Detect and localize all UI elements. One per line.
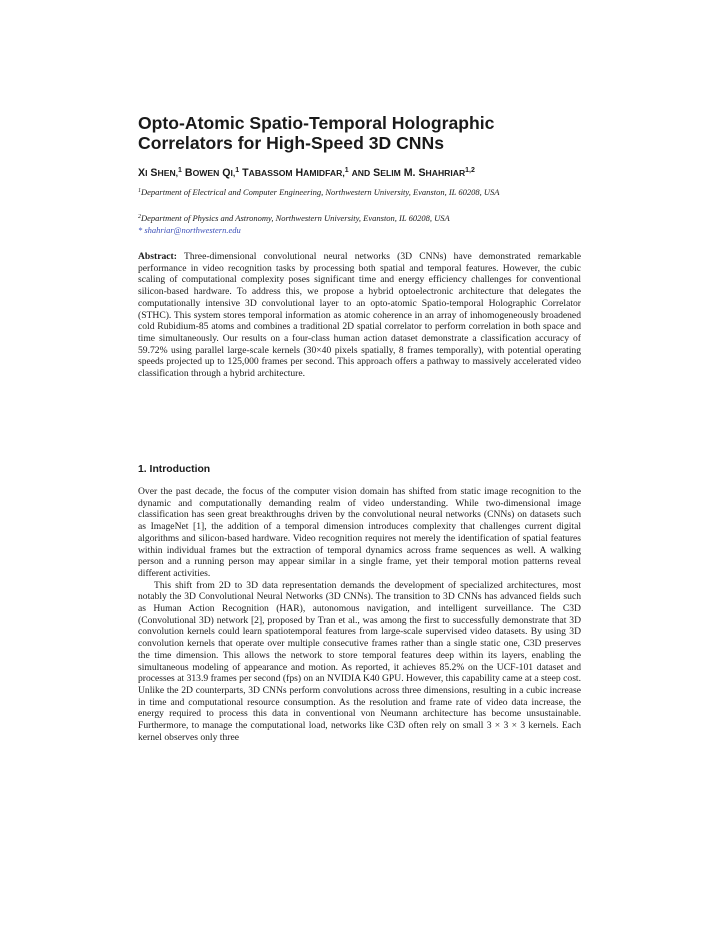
- introduction-body: [138, 486, 581, 743]
- abstract-label: Abstract:: [138, 251, 177, 262]
- abstract-text: Three-dimensional convolutional neural networks (3D CNNs) have demonstrated remarkable performance in video recognition tasks by processing both spatial and temporal features. However, the cubic scaling of computational complexity poses significant time and energy efficiency challenges for conventional silicon-based hardware. To address this, we propose a hybrid optoelectronic architecture that delegates the computationally intensive 3D convolutional layer to an opto-atomic Spatio-temporal Holographic Correlator (STHC). This system stores temporal information as atomic coherence in an array of inhomogeneously broadened cold Rubidium-85 atoms and combines a traditional 2D spatial correlator to perform correlation in both space and time simultaneously. Our results on a four-class human action dataset demonstrate a classification accuracy of 59.72% using parallel large-scale kernels (30×40 pixels spatially, 8 frames temporally), with potential operating speeds projected up to 125,000 frames per second. This approach offers a pathway to massively accelerated video classification through a hybrid architecture.: [138, 251, 581, 380]
- author: TABASSOM HAMIDFAR,$^1$: [242, 167, 349, 179]
- affiliation: $^1$Department of Electrical and Computer Engineering, Northwestern University, Evanston, IL 60208, USA: [138, 187, 500, 197]
- corresponding-email[interactable]: * shahriar@northwestern.edu: [138, 225, 241, 235]
- author-list: [138, 167, 588, 180]
- author: SELIM M. SHAHRIAR$^{1,2}$: [373, 167, 475, 179]
- author: BOWEN QI,$^1$: [184, 167, 240, 179]
- paper-title: Opto-Atomic Spatio-Temporal Holographic Correlators for High-Speed 3D CNNs: [138, 113, 495, 153]
- section-heading: 1. Introduction: [138, 464, 211, 475]
- body-paragraph: This shift from 2D to 3D data representation demands the development of specialized architectures, most notably the 3D Convolutional Neural Networks (3D CNNs). The transition to 3D CNNs has advanced fields such as Human Action Recognition (HAR), autonomous navigation, and intelligent surveillance. The C3D (Convolutional 3D) network [2], proposed by Tran et al., was among the first to successfully demonstrate that 3D convolution kernels could learn spatiotemporal features from large-scale supervised video datasets. By using 3D convolution kernels that operate over multiple consecutive frames rather than a single static one, C3D preserves the time dimension. This allows the network to store temporal features deep within its layers, enabling the simultaneous modeling of appearance and motion. As reported, it achieves 85.2% on the UCF-101 dataset and processes at 313.9 frames per second (fps) on an NVIDIA K40 GPU. However, this capability came at a steep cost. Unlike the 2D counterparts, 3D CNNs perform convolutions across three dimensions, resulting in a cubic increase in time and computational resource consumption. As the resolution and frame rate of video data increase, the energy required to process this data in conventional von Neumann architecture has become unsustainable. Furthermore, to manage the computational load, networks like C3D often rely on small 3 × 3 × 3 kernels. Each kernel observes only three: [138, 579, 581, 743]
- author: XI SHEN,$^1$: [138, 167, 182, 179]
- author-connector: AND: [351, 168, 371, 178]
- abstract: [138, 251, 581, 380]
- body-paragraph: Over the past decade, the focus of the computer vision domain has shifted from static image recognition to the dynamic and computationally demanding realm of video understanding. While two-dimensional image classification has seen great breakthroughs driven by the convolutional neural networks (CNNs) on datasets such as ImageNet [1], the addition of a temporal dimension introduces complexity that challenges current digital algorithms and silicon-based hardware. Video recognition requires not merely the identification of spatial features within individual frames but the extraction of temporal dynamics across frame sequences as well. A walking person and a running person may appear similar in a single frame, yet their temporal motion patterns reveal different activities.: [138, 486, 581, 579]
- affiliation: $^2$Department of Physics and Astronomy, Northwestern University, Evanston, IL 60208, USA: [138, 213, 450, 223]
